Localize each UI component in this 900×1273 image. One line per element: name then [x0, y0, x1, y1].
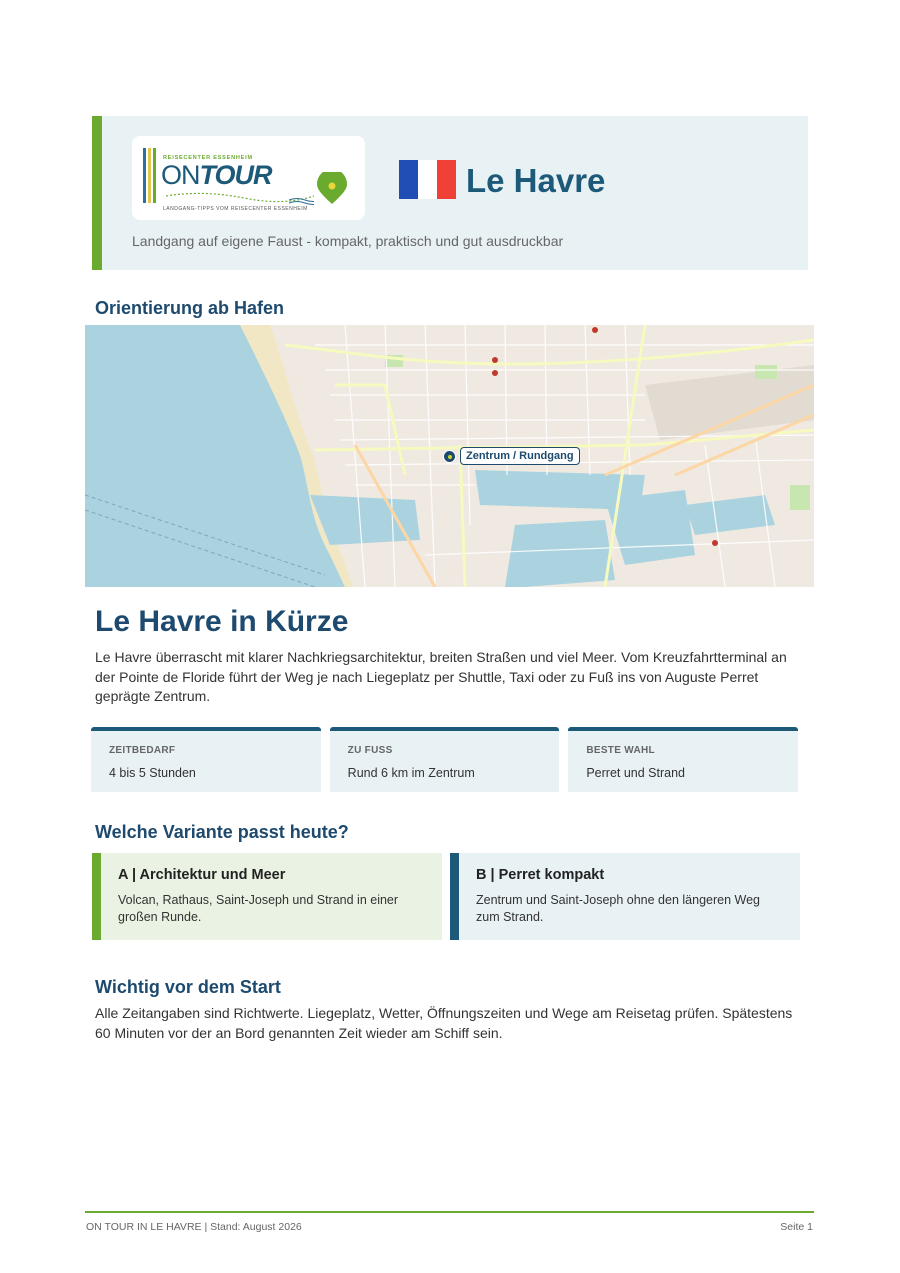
logo-brand-on: ON	[161, 160, 200, 190]
variant-text: Volcan, Rathaus, Saint-Joseph und Strand in einer großen Runde.	[118, 893, 399, 924]
variants-row	[92, 853, 800, 940]
logo-top-text: REISECENTER ESSENHEIM	[163, 155, 253, 161]
fact-value: 4 bis 5 Stunden	[109, 766, 196, 780]
footer-divider	[85, 1211, 814, 1213]
map-heading: Orientierung ab Hafen	[95, 298, 285, 318]
variant-card-a	[92, 853, 442, 940]
fact-card	[568, 727, 798, 792]
page-title: Le Havre	[466, 162, 606, 199]
fact-label: ZEITBEDARF	[109, 745, 176, 756]
fact-value: Perret und Strand	[586, 766, 686, 780]
footer-left-text: ON TOUR IN LE HAVRE | Stand: August 2026	[86, 1221, 302, 1233]
variant-card-b	[450, 853, 800, 940]
map-marker-icon[interactable]	[443, 450, 456, 463]
header-banner	[92, 116, 808, 270]
logo-bars-icon	[143, 148, 157, 203]
france-flag-icon	[399, 160, 456, 199]
facts-row	[91, 727, 798, 792]
summary-text: Le Havre überrascht mit klarer Nachkriegsarchitektur, breiten Straßen und viel Meer. Vom Kreuzfahrtterminal an der Pointe de Floride führt der Weg je nach Liegeplatz per Shuttle, Taxi oder zu Fuß ins von Auguste Perret geprägte Zentrum.	[95, 649, 787, 704]
variants-heading: Welche Variante passt heute?	[95, 822, 349, 842]
fact-card	[330, 727, 560, 792]
location-pin-icon	[315, 172, 349, 206]
variant-title: B | Perret kompakt	[476, 867, 605, 883]
logo-route-icon	[164, 186, 314, 208]
fact-card	[91, 727, 321, 792]
page-number: Seite 1	[780, 1221, 813, 1233]
logo-bottom-text: LANDGANG-TIPPS VOM REISECENTER ESSENHEIM	[163, 206, 308, 212]
logo	[132, 136, 365, 220]
fact-label: ZU FUSS	[347, 745, 393, 756]
fact-value: Rund 6 km im Zentrum	[347, 766, 475, 780]
page-subtitle: Landgang auf eigene Faust - kompakt, praktisch und gut ausdruckbar	[132, 233, 564, 249]
variant-title: A | Architektur und Meer	[118, 867, 286, 883]
important-heading: Wichtig vor dem Start	[95, 977, 281, 997]
fact-label: BESTE WAHL	[586, 745, 655, 756]
summary-title: Le Havre in Kürze	[95, 605, 349, 638]
variant-text: Zentrum und Saint-Joseph ohne den längeren Weg zum Strand.	[476, 893, 760, 924]
important-text: Alle Zeitangaben sind Richtwerte. Liegeplatz, Wetter, Öffnungszeiten und Wege am Reisetag prüfen. Spätestens 60 Minuten vor der an Bord genannten Zeit wieder am Schiff sein.	[95, 1005, 793, 1041]
logo-brand-tour: TOUR	[199, 160, 272, 190]
map-marker-label: Zentrum / Rundgang	[460, 447, 580, 465]
